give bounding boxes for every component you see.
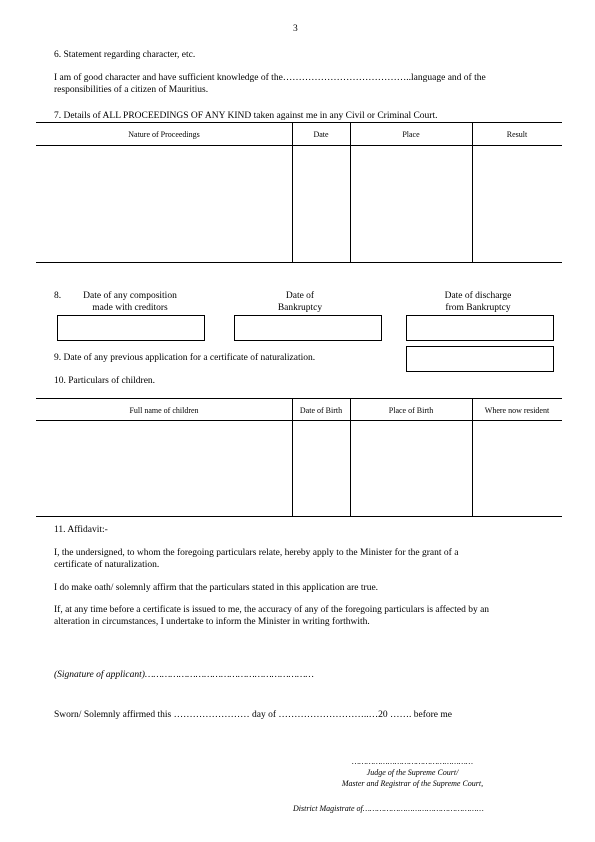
bankruptcy-label-line2: Bankruptcy bbox=[277, 303, 323, 313]
section-6-text-line2: responsibilities of a citizen of Mauritius. bbox=[54, 85, 209, 95]
section-11-heading: 11. Affidavit:- bbox=[54, 525, 108, 535]
proceedings-date-field[interactable] bbox=[293, 146, 350, 262]
proceedings-result-field[interactable] bbox=[473, 146, 562, 262]
column-header-full-name: Full name of children bbox=[129, 406, 199, 415]
section-6-heading: 6. Statement regarding character, etc. bbox=[54, 50, 196, 60]
children-full-name-field[interactable] bbox=[37, 421, 292, 516]
children-date-of-birth-field[interactable] bbox=[293, 421, 350, 516]
master-registrar-title: Master and Registrar of the Supreme Court, bbox=[341, 779, 484, 788]
discharge-date-field[interactable] bbox=[406, 315, 554, 341]
applicant-signature-line: (Signature of applicant)…………………………………………………… bbox=[54, 670, 314, 680]
bankruptcy-date-field[interactable] bbox=[234, 315, 382, 341]
affidavit-para3-line1: If, at any time before a certificate is issued to me, the accuracy of any of the foregoing particulars is affected by an bbox=[54, 605, 490, 615]
nature-of-proceedings-field[interactable] bbox=[37, 146, 292, 262]
column-header-where-now-resident: Where now resident bbox=[484, 406, 550, 415]
composition-date-field[interactable] bbox=[57, 315, 205, 341]
column-header-place: Place bbox=[402, 130, 420, 139]
section-7-heading: 7. Details of ALL PROCEEDINGS OF ANY KIND taken against me in any Civil or Criminal Court. bbox=[54, 111, 438, 121]
page-number: 3 bbox=[293, 24, 298, 34]
children-residence-field[interactable] bbox=[473, 421, 562, 516]
affidavit-para3-line2: alteration in circumstances, I undertake to inform the Minister in writing forthwith. bbox=[54, 617, 370, 627]
section-6-text-line1: I am of good character and have sufficient knowledge of the…………………………………..language and of the bbox=[54, 73, 486, 83]
column-header-date-of-birth: Date of Birth bbox=[299, 406, 343, 415]
proceedings-table-top-border bbox=[36, 122, 562, 123]
judge-signature-dots: …………………………………………… bbox=[352, 757, 473, 766]
composition-label-line2: made with creditors bbox=[92, 303, 168, 313]
proceedings-table-bottom-border bbox=[36, 262, 562, 263]
section-10-heading: 10. Particulars of children. bbox=[54, 376, 156, 386]
bankruptcy-label-line1: Date of bbox=[285, 291, 315, 301]
proceedings-place-field[interactable] bbox=[351, 146, 472, 262]
children-table-bottom-border bbox=[36, 516, 562, 517]
affidavit-para1-line2: certificate of naturalization. bbox=[54, 560, 160, 570]
column-header-result: Result bbox=[506, 130, 528, 139]
previous-application-date-field[interactable] bbox=[406, 346, 554, 372]
judge-title: Judge of the Supreme Court/ bbox=[366, 768, 459, 777]
section-9-text: 9. Date of any previous application for a certificate of naturalization. bbox=[54, 353, 316, 363]
composition-label-line1: Date of any composition bbox=[83, 291, 177, 301]
discharge-label-line2: from Bankruptcy bbox=[445, 303, 511, 313]
sworn-statement-line: Sworn/ Solemnly affirmed this …………………… day of ………………………..…20 ……. before me bbox=[54, 710, 452, 720]
discharge-label-line1: Date of discharge bbox=[444, 291, 512, 301]
column-header-date: Date bbox=[313, 130, 329, 139]
affidavit-para1-line1: I, the undersigned, to whom the foregoing particulars relate, hereby apply to the Minister for the grant of a bbox=[54, 548, 459, 558]
affidavit-para2: I do make oath/ solemnly affirm that the particulars stated in this application are true. bbox=[54, 583, 379, 593]
column-header-nature-of-proceedings: Nature of Proceedings bbox=[128, 130, 200, 139]
section-8-number: 8. bbox=[54, 291, 62, 301]
children-place-of-birth-field[interactable] bbox=[351, 421, 472, 516]
column-header-place-of-birth: Place of Birth bbox=[388, 406, 434, 415]
district-magistrate-line: District Magistrate of…………………………………………… bbox=[293, 804, 484, 813]
children-table-top-border bbox=[36, 398, 562, 399]
